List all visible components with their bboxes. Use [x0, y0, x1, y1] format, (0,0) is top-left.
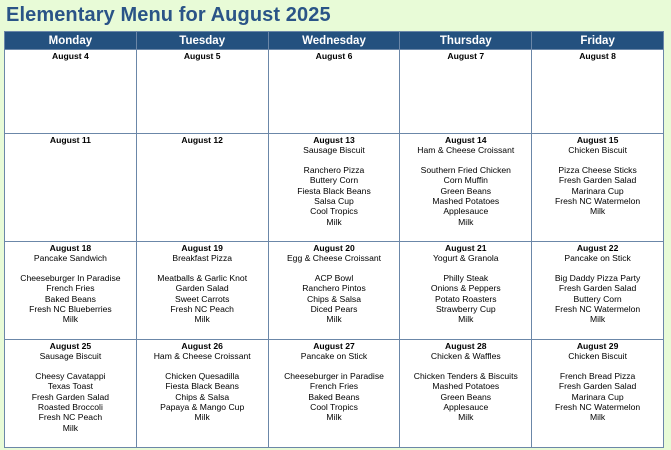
meal-spacer [6, 362, 135, 371]
lunch-item: Fiesta Black Beans [165, 381, 239, 392]
day-date: August 14 [445, 135, 487, 145]
day-cell-tuesday [136, 242, 268, 340]
day-cell-tuesday [136, 134, 268, 242]
lunch-item: Corn Muffin [443, 175, 488, 186]
weekday-header-friday: Friday [532, 32, 664, 50]
lunch-item: Strawberry Cup [435, 304, 496, 315]
meal-spacer [138, 264, 267, 273]
breakfast-item: Pancake on Stick [300, 351, 368, 362]
day-cell-wednesday [268, 340, 400, 448]
lunch-item: Milk [194, 412, 210, 423]
day-cell-friday [532, 134, 664, 242]
lunch-item: Salsa Cup [314, 196, 354, 207]
day-cell-wednesday [268, 50, 400, 134]
day-date: August 8 [579, 51, 616, 61]
day-cell-wednesday [268, 242, 400, 340]
lunch-item: Milk [589, 206, 606, 217]
day-date: August 7 [447, 51, 485, 61]
weekday-header-thursday: Thursday [400, 32, 532, 50]
lunch-item: Big Daddy Pizza Party [554, 272, 641, 283]
weekday-header-tuesday: Tuesday [136, 32, 268, 50]
lunch-item: Fresh NC Peach [170, 304, 234, 315]
weekday-header-wednesday: Wednesday [268, 32, 400, 50]
day-date: August 4 [52, 51, 89, 61]
lunch-item: Milk [326, 412, 342, 423]
breakfast-item: Pancake Sandwich [33, 253, 107, 264]
day-cell-thursday [400, 340, 532, 448]
lunch-item: Potato Roasters [434, 293, 497, 304]
menu-calendar-table [4, 31, 664, 448]
meal-spacer [401, 264, 530, 273]
lunch-item: Ranchero Pizza [303, 164, 365, 175]
lunch-item: Baked Beans [308, 391, 360, 402]
day-cell-monday [5, 50, 137, 134]
breakfast-item: Breakfast Pizza [172, 253, 233, 264]
lunch-item: Fresh Garden Salad [558, 381, 637, 392]
day-cell-friday [532, 50, 664, 134]
lunch-item: Chips & Salsa [307, 293, 361, 304]
breakfast-item: Chicken Biscuit [568, 145, 627, 156]
day-date: August 27 [313, 341, 355, 351]
lunch-item: Applesauce [443, 402, 489, 413]
lunch-item: Ranchero Pintos [302, 283, 366, 294]
day-cell-monday [5, 134, 137, 242]
day-date: August 15 [576, 135, 619, 145]
meal-spacer [533, 264, 662, 273]
day-cell-friday [532, 242, 664, 340]
lunch-item: Fresh NC Peach [38, 412, 103, 423]
day-date: August 11 [49, 135, 91, 145]
lunch-item: Fresh Garden Salad [558, 175, 637, 186]
lunch-item: French Fries [46, 283, 95, 294]
lunch-item: Diced Pears [310, 304, 358, 315]
breakfast-item: Yogurt & Granola [432, 253, 499, 264]
lunch-item: Fresh NC Watermelon [555, 196, 641, 207]
lunch-item: Garden Salad [175, 283, 229, 294]
day-date: August 6 [315, 51, 353, 61]
day-date: August 18 [49, 243, 92, 253]
breakfast-item: Egg & Cheese Croissant [286, 253, 382, 264]
lunch-item: Milk [458, 412, 474, 423]
lunch-item: French Bread Pizza [559, 370, 636, 381]
day-date: August 26 [181, 341, 223, 351]
day-date: August 13 [313, 135, 355, 145]
lunch-item: Milk [458, 314, 474, 325]
lunch-item: Pizza Cheese Sticks [558, 164, 637, 175]
lunch-item: Fresh Garden Salad [31, 391, 110, 402]
lunch-item: Cool Tropics [310, 402, 358, 413]
lunch-item: Milk [194, 314, 210, 325]
lunch-item: Marinara Cup [571, 391, 624, 402]
lunch-item: Milk [326, 314, 342, 325]
breakfast-item: Pancake on Stick [564, 253, 631, 264]
day-date: August 22 [576, 243, 619, 253]
meal-spacer [270, 156, 399, 165]
day-date: August 20 [313, 243, 355, 253]
day-cell-monday [5, 340, 137, 448]
lunch-item: ACP Bowl [314, 272, 354, 283]
lunch-item: Milk [589, 412, 606, 423]
day-cell-monday [5, 242, 137, 340]
week-row [5, 242, 664, 340]
meal-spacer [533, 156, 662, 165]
meal-spacer [138, 362, 267, 371]
day-cell-thursday [400, 242, 532, 340]
day-date: August 21 [445, 243, 487, 253]
week-row [5, 340, 664, 448]
lunch-item: Baked Beans [44, 293, 96, 304]
lunch-item: Fresh NC Watermelon [555, 402, 641, 413]
lunch-item: Buttery Corn [309, 175, 359, 186]
lunch-item: Marinara Cup [571, 185, 624, 196]
day-date: August 29 [576, 341, 619, 351]
breakfast-item: Sausage Biscuit [39, 351, 102, 362]
week-row [5, 134, 664, 242]
meal-spacer [270, 362, 399, 371]
day-date: August 28 [445, 341, 487, 351]
lunch-item: Southern Fried Chicken [420, 164, 511, 175]
page-title: Elementary Menu for August 2025 [6, 4, 331, 26]
lunch-item: Roasted Broccoli [37, 402, 103, 413]
day-date: August 5 [183, 51, 221, 61]
day-cell-tuesday [136, 340, 268, 448]
day-date: August 25 [49, 341, 92, 351]
lunch-item: Green Beans [440, 185, 492, 196]
day-cell-thursday [400, 134, 532, 242]
menu-weeks [5, 50, 664, 448]
lunch-item: Onions & Peppers [430, 283, 501, 294]
lunch-item: Fresh NC Watermelon [555, 304, 641, 315]
breakfast-item: Chicken & Waffles [430, 351, 501, 362]
lunch-item: Buttery Corn [573, 293, 622, 304]
day-cell-friday [532, 340, 664, 448]
lunch-item: Cheeseburger In Paradise [20, 272, 121, 283]
lunch-item: Meatballs & Garlic Knot [157, 272, 248, 283]
lunch-item: Fresh Garden Salad [558, 283, 637, 294]
weekday-header-row [5, 32, 664, 50]
day-date: August 19 [181, 243, 223, 253]
lunch-item: Green Beans [440, 391, 492, 402]
lunch-item: Milk [458, 216, 474, 227]
week-row [5, 50, 664, 134]
breakfast-item: Ham & Cheese Croissant [417, 145, 515, 156]
lunch-item: Milk [62, 314, 79, 325]
lunch-item: Cool Tropics [310, 206, 358, 217]
day-date: August 12 [181, 135, 223, 145]
lunch-item: Milk [62, 422, 79, 433]
lunch-item: Chips & Salsa [175, 391, 230, 402]
lunch-item: Papaya & Mango Cup [160, 402, 245, 413]
lunch-item: Mashed Potatoes [432, 381, 500, 392]
day-cell-tuesday [136, 50, 268, 134]
meal-spacer [533, 362, 662, 371]
lunch-item: Fresh NC Blueberries [29, 304, 112, 315]
lunch-item: Milk [326, 216, 342, 227]
lunch-item: Philly Steak [443, 272, 489, 283]
lunch-item: Cheesy Cavatappi [35, 370, 106, 381]
lunch-item: Sweet Carrots [174, 293, 230, 304]
lunch-item: Milk [589, 314, 606, 325]
breakfast-item: Chicken Biscuit [568, 351, 627, 362]
day-cell-wednesday [268, 134, 400, 242]
meal-spacer [401, 362, 530, 371]
lunch-item: Applesauce [443, 206, 489, 217]
lunch-item: Fiesta Black Beans [297, 185, 371, 196]
lunch-item: Mashed Potatoes [432, 196, 500, 207]
breakfast-item: Ham & Cheese Croissant [153, 351, 251, 362]
lunch-item: Texas Toast [47, 381, 94, 392]
breakfast-item: Sausage Biscuit [303, 145, 365, 156]
lunch-item: Chicken Quesadilla [165, 370, 240, 381]
meal-spacer [6, 264, 135, 273]
lunch-item: Chicken Tenders & Biscuits [413, 370, 518, 381]
lunch-item: French Fries [309, 381, 359, 392]
weekday-header-monday: Monday [5, 32, 137, 50]
meal-spacer [401, 156, 530, 165]
lunch-item: Cheeseburger in Paradise [284, 370, 384, 381]
meal-spacer [270, 264, 399, 273]
day-cell-thursday [400, 50, 532, 134]
